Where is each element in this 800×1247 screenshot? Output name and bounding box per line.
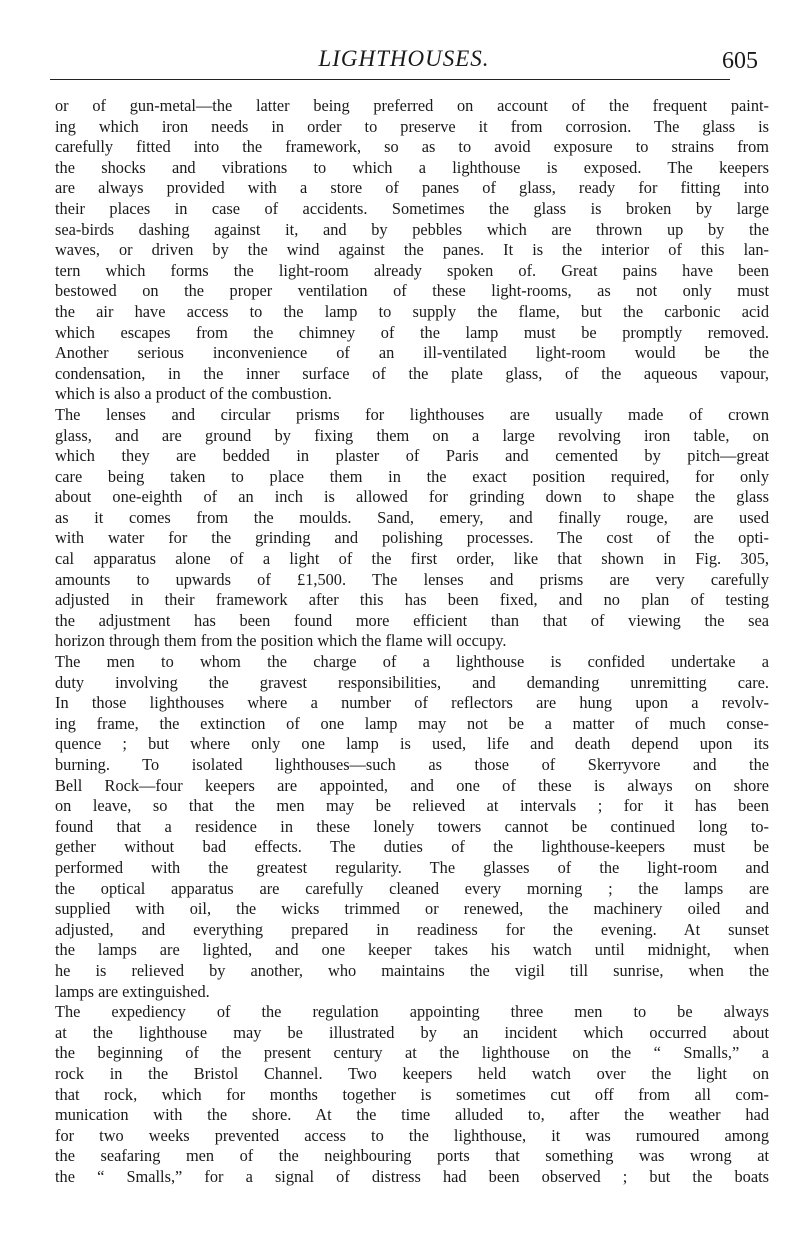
text-line: about one-eighth of an inch is allowed for grinding down to shape the glass (55, 487, 769, 507)
text-line: bestowed on the proper ventilation of these light-rooms, as not only must (55, 281, 769, 301)
text-line: tern which forms the light-room already spoken of. Great pains have been (55, 260, 769, 280)
text-line: duty involving the gravest responsibilities, and demanding unremitting care. (55, 672, 769, 692)
text-line: horizon through them from the position which the flame will occupy. (55, 631, 507, 651)
text-line: ing which iron needs in order to preserve it from corrosion. The glass is (55, 116, 769, 136)
text-line: The men to whom the charge of a lighthouse is confided undertake a (55, 652, 769, 672)
text-line: which is also a product of the combustion. (55, 384, 332, 404)
text-line: as it comes from the moulds. Sand, emery, and finally rouge, are used (55, 507, 769, 527)
running-title: LIGHTHOUSES. (318, 46, 490, 71)
text-line: he is relieved by another, who maintains the vigil till sunrise, when the (55, 960, 769, 980)
text-line: carefully fitted into the framework, so as to avoid exposure to strains from (55, 137, 769, 157)
text-line: adjusted in their framework after this has been fixed, and no plan of testing (55, 590, 769, 610)
text-line: amounts to upwards of £1,500. The lenses and prisms are very carefully (55, 569, 769, 589)
text-line: are always provided with a store of panes of glass, ready for fitting into (55, 178, 769, 198)
text-line: In those lighthouses where a number of reflectors are hung upon a revolv- (55, 693, 769, 713)
text-line: gether without bad effects. The duties of the lighthouse-keepers must be (55, 837, 769, 857)
text-line: glass, and are ground by fixing them on a large revolving iron table, on (55, 425, 769, 445)
text-line: care being taken to place them in the exact position required, for only (55, 466, 769, 486)
header-rule (50, 79, 730, 80)
text-line: the “ Smalls,” for a signal of distress had been observed ; but the boats (55, 1166, 769, 1186)
text-line: which they are bedded in plaster of Paris and cemented by pitch—great (55, 446, 769, 466)
page-number: 605 (722, 48, 758, 74)
text-line: the beginning of the present century at the lighthouse on the “ Smalls,” a (55, 1043, 769, 1063)
text-line: which escapes from the chimney of the lamp must be promptly removed. (55, 322, 769, 342)
body-text (55, 96, 769, 1187)
text-line: The lenses and circular prisms for lighthouses are usually made of crown (55, 404, 769, 424)
text-line: Bell Rock—four keepers are appointed, and one of these is always on shore (55, 775, 769, 795)
text-line: for two weeks prevented access to the lighthouse, it was rumoured among (55, 1125, 769, 1145)
text-line: their places in case of accidents. Sometimes the glass is broken by large (55, 198, 769, 218)
text-line: The expediency of the regulation appointing three men to be always (55, 1002, 769, 1022)
text-line: supplied with oil, the wicks trimmed or renewed, the machinery oiled and (55, 899, 769, 919)
text-line: found that a residence in these lonely towers cannot be continued long to- (55, 816, 769, 836)
text-line: the air have access to the lamp to supply the flame, but the carbonic acid (55, 301, 769, 321)
text-line: burning. To isolated lighthouses—such as those of Skerryvore and the (55, 755, 769, 774)
text-line: at the lighthouse may be illustrated by an incident which occurred about (55, 1022, 769, 1042)
text-line: munication with the shore. At the time alluded to, after the weather had (55, 1105, 769, 1125)
running-head (40, 42, 768, 82)
text-line: the shocks and vibrations to which a lighthouse is exposed. The keepers (55, 157, 769, 177)
text-line: with water for the grinding and polishing processes. The cost of the opti- (55, 528, 769, 548)
text-line: or of gun-metal—the latter being preferred on account of the frequent paint- (55, 96, 769, 115)
text-line: sea-birds dashing against it, and by pebbles which are thrown up by the (55, 219, 769, 239)
text-line: Another serious inconvenience of an ill-ventilated light-room would be the (55, 343, 769, 363)
text-line: the optical apparatus are carefully cleaned every morning ; the lamps are (55, 878, 769, 898)
text-line: lamps are extinguished. (55, 981, 210, 1001)
text-line: ing frame, the extinction of one lamp may not be a matter of much conse- (55, 713, 769, 733)
text-line: performed with the greatest regularity. The glasses of the light-room and (55, 857, 769, 877)
text-line: that rock, which for months together is sometimes cut off from all com- (55, 1084, 769, 1104)
text-line: waves, or driven by the wind against the panes. It is the interior of this lan- (55, 240, 769, 260)
text-line: the seafaring men of the neighbouring ports that something was wrong at (55, 1146, 769, 1166)
text-line: cal apparatus alone of a light of the first order, like that shown in Fig. 305, (55, 549, 769, 569)
text-line: the adjustment has been found more efficient than that of viewing the sea (55, 610, 769, 630)
text-line: on leave, so that the men may be relieved at intervals ; for it has been (55, 796, 769, 816)
text-line: quence ; but where only one lamp is used, life and death depend upon its (55, 734, 769, 754)
text-line: rock in the Bristol Channel. Two keepers held watch over the light on (55, 1063, 769, 1083)
text-line: the lamps are lighted, and one keeper takes his watch until midnight, when (55, 940, 769, 960)
text-line: condensation, in the inner surface of the plate glass, of the aqueous vapour, (55, 363, 769, 383)
text-line: adjusted, and everything prepared in readiness for the evening. At sunset (55, 919, 769, 939)
